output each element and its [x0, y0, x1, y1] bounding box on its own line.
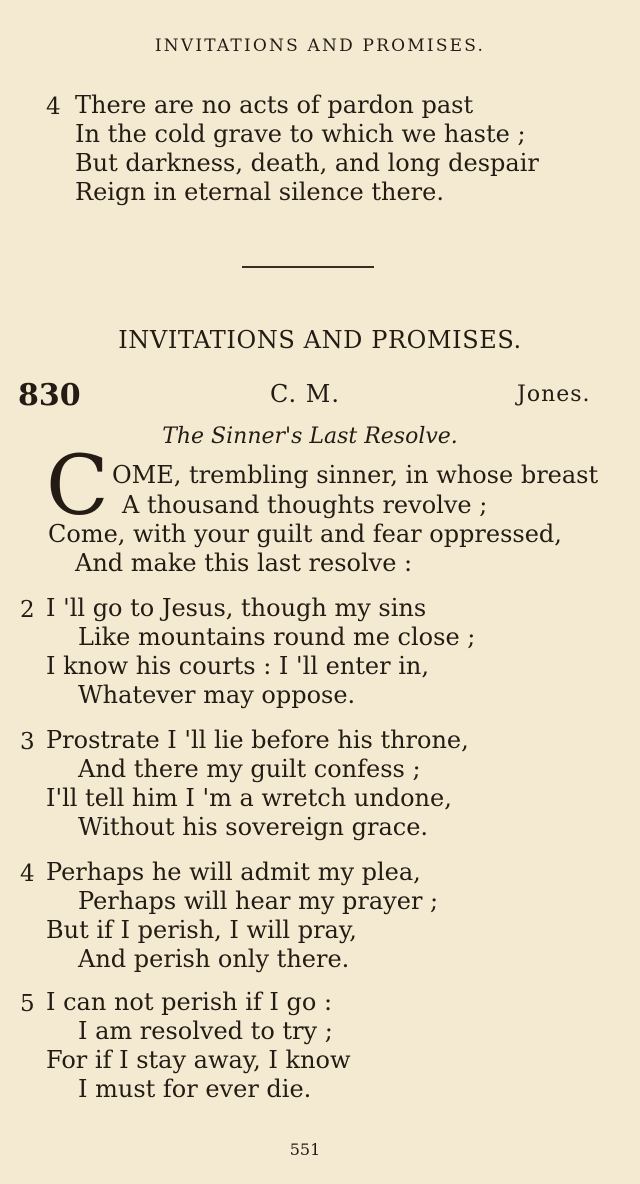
verse-number: 3	[20, 729, 35, 755]
verse-line: I can not perish if I go :	[46, 988, 333, 1016]
verse-line: There are no acts of pardon past	[75, 91, 474, 119]
verse-line: A thousand thoughts revolve ;	[122, 491, 488, 519]
verse-line: And perish only there.	[78, 945, 350, 973]
verse-number: 2	[20, 597, 35, 623]
verse-line: But if I perish, I will pray,	[46, 916, 357, 944]
verse-line: Like mountains round me close ;	[78, 623, 476, 651]
verse-line: Whatever may oppose.	[78, 681, 356, 709]
section-title: INVITATIONS AND PROMISES.	[118, 326, 522, 354]
section-divider	[242, 266, 374, 268]
verse-line: But darkness, death, and long despair	[75, 149, 539, 177]
hymn-meter: C. M.	[270, 380, 340, 408]
hymn-title: The Sinner's Last Resolve.	[162, 424, 458, 449]
verse-line: Prostrate I 'll lie before his throne,	[46, 726, 469, 754]
verse-number: 4	[20, 861, 35, 887]
verse-line: I know his courts : I 'll enter in,	[46, 652, 429, 680]
verse-line: And there my guilt confess ;	[78, 755, 421, 783]
verse-line: And make this last resolve :	[75, 549, 413, 577]
drop-cap: C	[46, 439, 109, 534]
verse-line: I must for ever die.	[78, 1075, 312, 1103]
verse-line: Reign in eternal silence there.	[75, 178, 444, 206]
verse-line: I'll tell him I 'm a wretch undone,	[46, 784, 452, 812]
tune-name: Jones.	[517, 382, 591, 407]
running-head: INVITATIONS AND PROMISES.	[154, 36, 486, 56]
verse-line: Without his sovereign grace.	[78, 813, 429, 841]
page-number: 551	[289, 1140, 321, 1159]
verse-line: In the cold grave to which we haste ;	[75, 120, 526, 148]
verse-line: OME, trembling sinner, in whose breast	[112, 461, 599, 489]
verse-line: I 'll go to Jesus, though my sins	[46, 594, 427, 622]
verse-number: 4	[46, 94, 61, 120]
verse-line: Perhaps he will admit my plea,	[46, 858, 421, 886]
verse-line: Come, with your guilt and fear oppressed,	[48, 520, 562, 548]
verse-line: For if I stay away, I know	[46, 1046, 351, 1074]
hymn-number: 830	[18, 378, 81, 413]
verse-number: 5	[20, 991, 35, 1017]
verse-line: Perhaps will hear my prayer ;	[78, 887, 439, 915]
verse-line: I am resolved to try ;	[78, 1017, 333, 1045]
